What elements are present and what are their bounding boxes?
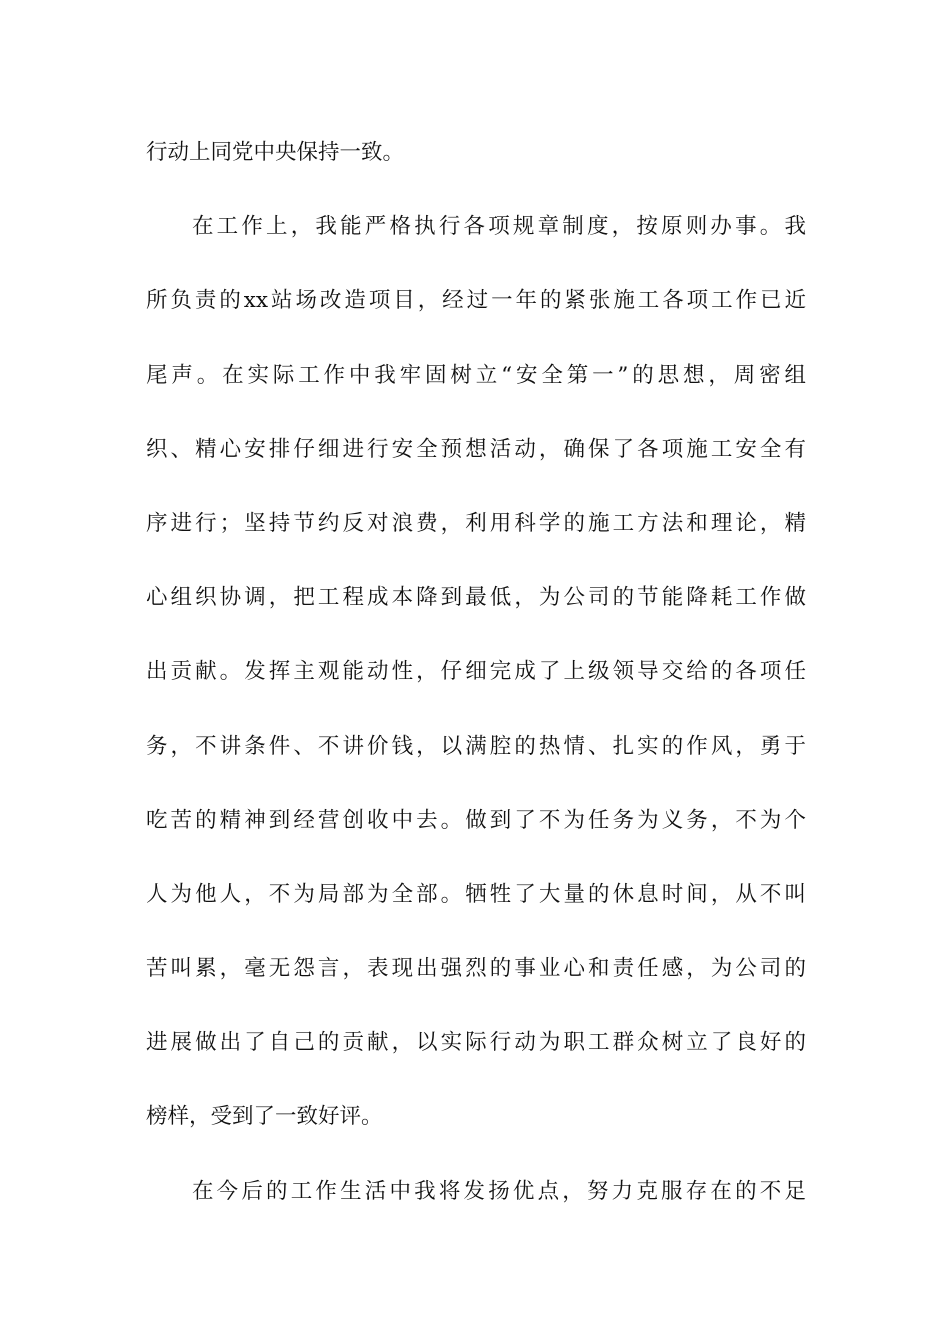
paragraph-line-8: 出贡献。发挥主观能动性，仔细完成了上级领导交给的各项任	[146, 659, 806, 685]
paragraph-line-9: 务，不讲条件、不讲价钱，以满腔的热情、扎实的作风，勇于	[146, 733, 806, 759]
paragraph-line-10: 吃苦的精神到经营创收中去。做到了不为任务为义务，不为个	[146, 807, 806, 833]
paragraph-line-3: 所负责的xx站场改造项目，经过一年的紧张施工各项工作已近	[146, 288, 806, 314]
paragraph-line-15: 在今后的工作生活中我将发扬优点，努力克服存在的不足	[192, 1178, 806, 1204]
paragraph-line-1: 行动上同党中央保持一致。	[146, 140, 405, 165]
paragraph-line-2: 在工作上，我能严格执行各项规章制度，按原则办事。我	[192, 214, 806, 240]
paragraph-line-12: 苦叫累，毫无怨言，表现出强烈的事业心和责任感，为公司的	[146, 956, 806, 982]
paragraph-line-14: 榜样，受到了一致好评。	[146, 1104, 383, 1130]
document-body	[146, 130, 806, 1243]
paragraph-line-5: 织、精心安排仔细进行安全预想活动，确保了各项施工安全有	[146, 436, 806, 462]
paragraph-line-7: 心组织协调，把工程成本降到最低，为公司的节能降耗工作做	[146, 585, 806, 611]
paragraph-line-6: 序进行；坚持节约反对浪费，利用科学的施工方法和理论，精	[146, 510, 806, 536]
paragraph-line-4: 尾声。在实际工作中我牢固树立“安全第一”的思想，周密组	[146, 362, 806, 388]
paragraph-line-11: 人为他人，不为局部为全部。牺牲了大量的休息时间，从不叫	[146, 881, 806, 907]
paragraph-line-13: 进展做出了自己的贡献，以实际行动为职工群众树立了良好的	[146, 1030, 806, 1056]
